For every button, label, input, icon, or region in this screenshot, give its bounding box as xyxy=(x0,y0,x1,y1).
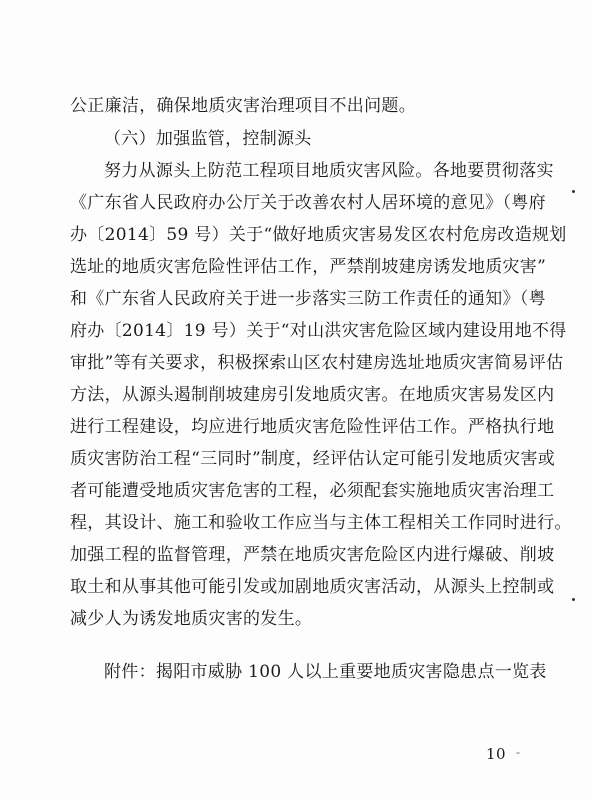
text-line-5: 办〔2014〕59 号）关于“做好地质灾害易发区农村危房改造规划 xyxy=(70,225,567,245)
text-line-10: 方法，从源头遏制削坡建房引发地质灾害。在地质灾害易发区内 xyxy=(70,385,555,405)
text-line-15: 加强工程的监督管理，严禁在地质灾害危险区内进行爆破、削坡 xyxy=(70,545,555,565)
text-line-7: 和《广东省人民政府关于进一步落实三防工作责任的通知》（粤 xyxy=(70,289,546,309)
text-line-17: 减少人为诱发地质灾害的发生。 xyxy=(70,609,313,629)
section-heading: （六）加强监管，控制源头 xyxy=(104,129,312,149)
text-line-11: 进行工程建设，均应进行地质灾害危险性评估工作。严格执行地 xyxy=(70,417,555,437)
page-number: 10 xyxy=(486,745,507,763)
text-line-16: 取土和从事其他可能引发或加剧地质灾害活动，从源头上控制或 xyxy=(70,577,555,597)
text-line-14: 程，其设计、施工和验收工作应当与主体工程相关工作同时进行。 xyxy=(70,513,572,533)
scan-speck xyxy=(516,752,520,754)
attachment-line: 附件：揭阳市威胁 100 人以上重要地质灾害隐患点一览表 xyxy=(104,662,547,682)
text-line-6: 选址的地质灾害危险性评估工作，严禁削坡建房诱发地质灾害” xyxy=(70,257,547,277)
text-line-3: 努力从源头上防范工程项目地质灾害风险。各地要贯彻落实 xyxy=(104,161,554,181)
text-line-4: 《广东省人民政府办公厅关于改善农村人居环境的意见》（粤府 xyxy=(70,193,546,213)
text-line-1: 公正廉洁，确保地质灾害治理项目不出问题。 xyxy=(70,96,416,116)
text-line-12: 质灾害防治工程“三同时”制度，经评估认定可能引发地质灾害或 xyxy=(70,449,556,469)
text-line-8: 府办〔2014〕19 号）关于“对山洪灾害危险区域内建设用地不得 xyxy=(70,321,567,341)
scan-speck xyxy=(572,598,575,601)
text-line-13: 者可能遭受地质灾害危害的工程，必须配套实施地质灾害治理工 xyxy=(70,481,555,501)
scan-speck xyxy=(572,190,575,193)
text-line-9: 审批”等有关要求，积极探索山区农村建房选址地质灾害简易评估 xyxy=(70,353,564,373)
